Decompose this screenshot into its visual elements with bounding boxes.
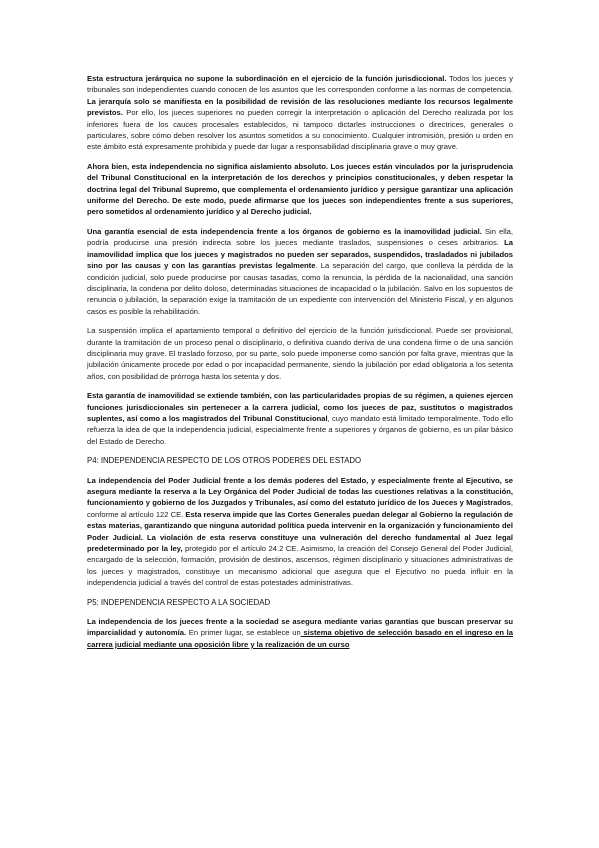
body-paragraph <box>87 226 513 317</box>
text-run: Todos los jueces y tribunales son independientes cuando conocen de los asuntos que les corresponden conforme a las normas de competencia. <box>87 74 513 95</box>
text-run: Sin ella, podría producirse una presión indirecta sobre los jueces mediante traslados, suspensiones o ceses arbitrarios. <box>87 226 513 248</box>
text-run: P4: INDEPENDENCIA RESPECTO DE LOS OTROS PODERES DEL ESTADO <box>87 456 362 466</box>
body-paragraph <box>87 475 513 589</box>
body-paragraph <box>87 325 513 382</box>
text-run: . La separación del cargo, que conlleva la pérdida de la condición judicial, solo puede producirse por causas tasadas, como la renuncia, la pérdida de la nacionalidad, una sanción disciplinaria, la condena por delito doloso, determinadas situaciones de incapacidad o la jubilación. Salvo en los supuestos de renuncia o jubilación, la separación exige la tramitación de un expediente con intervención del Ministerio Fiscal, y en algunos casos es posible la rehabilitación. <box>87 261 513 316</box>
text-run: La jerarquía solo se manifiesta en la posibilidad de revisión de las resoluciones mediante los recursos legalmente previstos. <box>87 96 513 118</box>
document-page <box>87 73 513 658</box>
section-heading <box>87 597 513 608</box>
text-run: Una garantía esencial de esta independencia frente a los órganos de gobierno es la inamovilidad judicial. <box>87 226 482 236</box>
body-paragraph <box>87 390 513 447</box>
text-run: sistema objetivo de selección basado en el ingreso en la carrera judicial mediante una oposición libre y la realización de un curso <box>87 628 514 649</box>
text-run: Esta reserva impide que las Cortes Generales puedan delegar al Gobierno la regulación de estas materias, garantizando que ninguna autoridad política pueda intervenir en la organización y funcionamiento del Poder Judicial. La violación de esta reserva constituye una vulneración del derecho fundamental al Juez legal predeterminado por la ley, <box>87 509 513 554</box>
text-run: La independencia de los jueces frente a la sociedad se asegura mediante varias garantías que buscan preservar su imparcialidad y autonomía. <box>87 617 513 638</box>
body-paragraph <box>87 73 513 153</box>
body-paragraph <box>87 161 513 218</box>
text-run: , cuyo mandato está limitado temporalmente. Todo ello refuerza la idea de que la independencia judicial, especialmente frente a superiores y órganos de gobierno, es un pilar básico del Estado de Derecho. <box>87 413 513 446</box>
text-run: En primer lugar, se establece un <box>186 628 301 638</box>
text-run: Esta estructura jerárquica no supone la subordinación en el ejercicio de la función jurisdiccional. <box>87 74 447 83</box>
text-run: La suspensión implica el apartamiento temporal o definitivo del ejercicio de la función jurisdiccional. Puede ser provisional, durante la tramitación de un proceso penal o disciplinario, o definitiva cuando deriva de una condena firme o de una sanción disciplinaria muy grave. El traslado forzoso, por su parte, solo puede imponerse como sanción por falta grave, mientras que la jubilación únicamente procede por edad o por incapacidad permanente, siendo la jubilación por edad obligatoria a los setenta años, con posibilidad de prórroga hasta los setenta y dos. <box>87 326 513 381</box>
text-run: , conforme al artículo 122 CE. <box>87 498 513 519</box>
text-run: P5: INDEPENDENCIA RESPECTO A LA SOCIEDAD <box>87 597 271 607</box>
body-paragraph <box>87 616 513 650</box>
section-heading <box>87 455 513 466</box>
text-run: Por ello, los jueces superiores no pueden corregir la interpretación o aplicación del Derecho realizada por los inferiores fuera de los cauces procesales establecidos, ni tampoco dictarles instrucciones o directrices, generales o particulares, sobre cómo deben resolver los asuntos sometidos a su conocimiento. Cualquier intromisión, presión u orden en este ámbito está expresamente prohibida y puede dar lugar a responsabilidad disciplinaria grave o muy grave. <box>87 108 513 152</box>
text-run: protegido por el artículo 24.2 CE. Asimismo, la creación del Consejo General del Poder Judicial, encargado de la selección, formación, provisión de destinos, ascensos, régimen disciplinario y situaciones administrativas de los jueces y magistrados, constituye un mecanismo adicional que asegura que el Ejecutivo no pueda influir en la independencia judicial a través del control de estas potestades administrativas. <box>87 544 514 588</box>
text-run: La independencia del Poder Judicial frente a los demás poderes del Estado, y especialmente frente al Ejecutivo, se asegura mediante la reserva a la Ley Orgánica del Poder Judicial de todas las cuestiones relativas a la constitución, funcionamiento y gobierno de los Juzgados y Tribunales, así como del estatuto jurídico de los Jueces y Magistrados <box>87 475 513 508</box>
text-run: Ahora bien, esta independencia no significa aislamiento absoluto. Los jueces están vinculados por la jurisprudencia del Tribunal Constitucional en la interpretación de los derechos y principios constitucionales, y deben respetar la doctrina legal del Tribunal Supremo, que complementa el ordenamiento jurídico y persigue garantizar una aplicación uniforme del Derecho. De este modo, puede afirmarse que los jueces son independientes frente a sus superiores, pero sometidos al ordenamiento jurídico y al Derecho judicial. <box>87 161 513 217</box>
text-run: Esta garantía de inamovilidad se extiende también, con las particularidades propias de su régimen, a quienes ejercen funciones jurisdiccionales sin pertenecer a la carrera judicial, como los jueces de paz, sustitutos o magistrados suplentes, así como a los magistrados del Tribunal Constitucional <box>87 391 513 423</box>
text-run: La inamovilidad implica que los jueces y magistrados no pueden ser separados, suspendidos, trasladados ni jubilados sino por las causas y con las garantías previstas legalmente <box>87 238 513 271</box>
